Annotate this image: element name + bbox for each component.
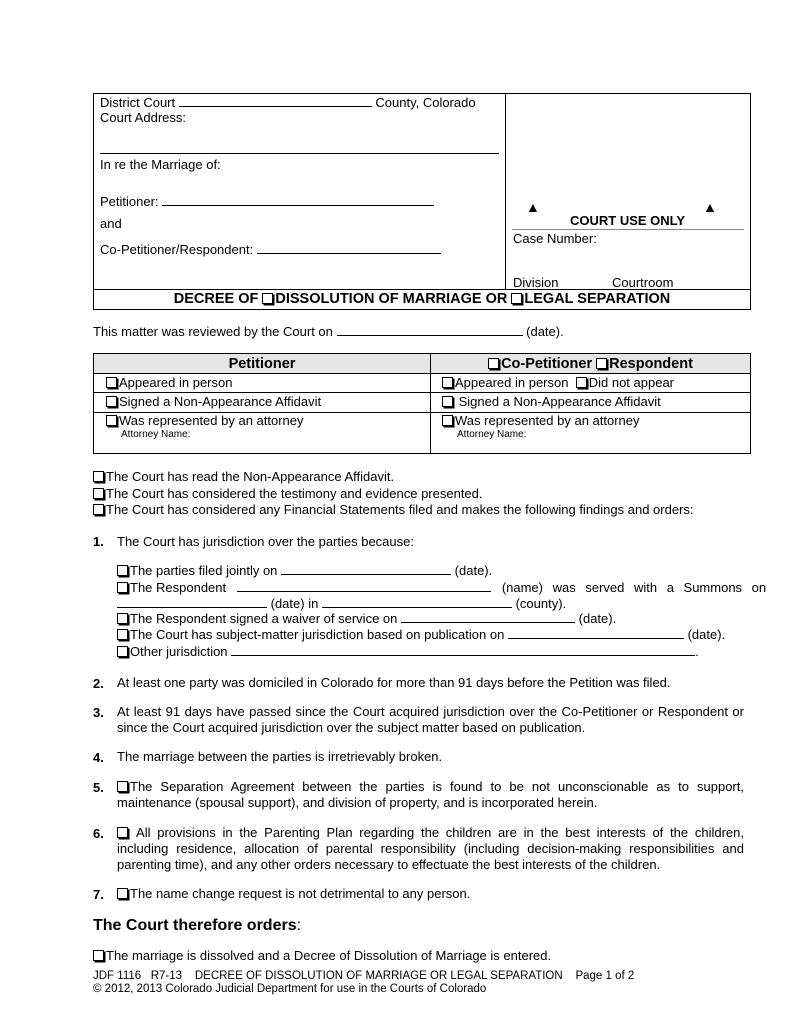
finding-testimony-checkbox[interactable] xyxy=(93,488,104,499)
petitioner-appeared-item[interactable] xyxy=(106,375,232,390)
finding-affidavit-checkbox[interactable] xyxy=(93,471,104,482)
item-2-number: 2. xyxy=(93,676,104,691)
respondent-appeared-label: Appeared in person xyxy=(455,375,569,390)
respondent-served-text: (name) was served with a Summons on xyxy=(501,580,767,595)
petitioner-affidavit-item[interactable] xyxy=(106,394,321,409)
petitioner-header: Petitioner xyxy=(94,354,430,374)
waiver-checkbox[interactable] xyxy=(117,613,128,624)
petitioner-affidavit-checkbox[interactable] xyxy=(106,396,117,407)
name-change-checkbox[interactable] xyxy=(117,888,128,899)
item-6-block[interactable] xyxy=(117,825,744,873)
respondent-did-not-appear-checkbox[interactable] xyxy=(576,377,587,388)
publication-label: The Court has subject-matter jurisdiction based on publication on xyxy=(130,627,505,642)
respondent-represented-item[interactable] xyxy=(442,413,640,440)
served-county-label: (county). xyxy=(515,596,567,611)
triangle-up-icon: ▲ xyxy=(703,199,717,215)
respondent-header xyxy=(431,354,750,374)
item-5-text: The Separation Agreement between the parties is found to be not unconscionable as to support, maintenance (spousal support), and division of property, and is incorporated herein. xyxy=(117,779,744,810)
marriage-dissolved-checkbox[interactable] xyxy=(93,950,104,961)
finding-affidavit-item[interactable] xyxy=(93,469,394,484)
petitioner-affidavit-label: Signed a Non-Appearance Affidavit xyxy=(119,394,322,409)
publication-item[interactable] xyxy=(117,627,725,642)
in-re-label: In re the Marriage of: xyxy=(100,157,221,172)
served-date-field[interactable] xyxy=(117,596,267,608)
caption-left-panel xyxy=(94,94,506,289)
item-6-text: All provisions in the Parenting Plan regarding the children are in the best interests of the children, including residence, allocation of parental responsibility (including decision-making responsibilities and parenting time), and any other orders necessary to effectuate the best interests of the children. xyxy=(117,825,744,872)
respondent-affidavit-checkbox[interactable] xyxy=(442,396,453,407)
separation-agreement-checkbox[interactable] xyxy=(117,781,128,792)
finding-financial-label: The Court has considered any Financial Statements filed and makes the following findings and orders: xyxy=(106,502,694,517)
petitioner-label: Petitioner: xyxy=(100,194,159,209)
petitioner-appeared-checkbox[interactable] xyxy=(106,377,117,388)
respondent-served-checkbox[interactable] xyxy=(117,582,128,593)
other-jurisdiction-field[interactable] xyxy=(231,644,695,656)
other-jurisdiction-period: . xyxy=(695,644,699,659)
table-row xyxy=(94,393,750,413)
co-petitioner-header-label: Co-Petitioner xyxy=(501,356,593,372)
other-jurisdiction-label: Other jurisdiction xyxy=(130,644,228,659)
respondent-served-label: The Respondent xyxy=(130,580,227,595)
item-4-text: The marriage between the parties is irretrievably broken. xyxy=(117,749,443,764)
legal-separation-checkbox[interactable] xyxy=(511,293,522,304)
county-field[interactable] xyxy=(179,95,372,107)
respondent-attorney-name-label: Attorney Name: xyxy=(457,429,527,440)
respondent-represented-label: Was represented by an attorney xyxy=(455,413,640,428)
orders-heading-text: The Court therefore orders xyxy=(93,917,297,934)
served-county-field[interactable] xyxy=(322,596,512,608)
title-option-dissolution: DISSOLUTION OF MARRIAGE OR xyxy=(275,291,508,307)
court-use-divider xyxy=(512,229,744,230)
finding-financial-item[interactable] xyxy=(93,502,694,517)
item-5-block[interactable] xyxy=(117,779,744,811)
finding-financial-checkbox[interactable] xyxy=(93,504,104,515)
petitioner-attorney-name-label: Attorney Name: xyxy=(121,429,191,440)
co-petitioner-label: Co-Petitioner/Respondent: xyxy=(100,242,254,257)
respondent-did-not-appear-label: Did not appear xyxy=(588,375,674,390)
finding-affidavit-label: The Court has read the Non-Appearance Affidavit. xyxy=(106,469,395,484)
filed-jointly-label: The parties filed jointly on xyxy=(130,563,278,578)
review-text: This matter was reviewed by the Court on xyxy=(93,324,333,339)
respondent-appeared-item[interactable] xyxy=(442,375,674,390)
waiver-date-suffix: (date). xyxy=(578,611,617,626)
footer-form-id: JDF 1116 R7-13 DECREE OF DISSOLUTION OF MARRIAGE OR LEGAL SEPARATION Page 1 of 2 xyxy=(93,970,635,982)
table-row xyxy=(94,374,750,393)
co-petitioner-checkbox[interactable] xyxy=(488,358,499,369)
dissolution-checkbox[interactable] xyxy=(262,293,273,304)
review-line xyxy=(93,324,564,339)
filed-jointly-item[interactable] xyxy=(117,563,492,578)
co-petitioner-field[interactable] xyxy=(257,242,441,254)
orders-heading xyxy=(93,917,301,935)
review-suffix: (date). xyxy=(526,324,564,339)
parties-table xyxy=(93,353,751,454)
document-title xyxy=(93,289,751,310)
respondent-served-item[interactable] xyxy=(117,580,767,595)
waiver-date-field[interactable] xyxy=(401,611,575,623)
item-2-text: At least one party was domiciled in Colorado for more than 91 days before the Petition was filed. xyxy=(117,675,671,690)
item-3-number: 3. xyxy=(93,705,104,720)
item-7-text: The name change request is not detrimental to any person. xyxy=(130,886,471,901)
district-court-label: District Court xyxy=(100,95,176,110)
court-address-field[interactable] xyxy=(100,153,499,154)
petitioner-represented-checkbox[interactable] xyxy=(106,415,117,426)
petitioner-field[interactable] xyxy=(162,194,434,206)
title-option-separation: LEGAL SEPARATION xyxy=(524,291,671,307)
respondent-represented-checkbox[interactable] xyxy=(442,415,453,426)
item-7-number: 7. xyxy=(93,887,104,902)
marriage-dissolved-label: The marriage is dissolved and a Decree of Dissolution of Marriage is entered. xyxy=(106,948,552,963)
waiver-label: The Respondent signed a waiver of service on xyxy=(130,611,398,626)
finding-testimony-item[interactable] xyxy=(93,486,483,501)
other-jurisdiction-item[interactable] xyxy=(117,644,699,659)
petitioner-line xyxy=(100,194,434,209)
orders-heading-colon: : xyxy=(296,917,302,934)
item-7-block[interactable] xyxy=(117,886,744,902)
publication-date-suffix: (date). xyxy=(687,627,726,642)
court-address-label: Court Address: xyxy=(100,110,186,125)
respondent-header-label: Respondent xyxy=(609,356,693,372)
court-use-only-label: COURT USE ONLY xyxy=(570,213,686,228)
respondent-affidavit-label: Signed a Non-Appearance Affidavit xyxy=(458,394,661,409)
case-caption xyxy=(93,93,751,290)
respondent-affidavit-item[interactable] xyxy=(442,394,661,409)
case-number-label: Case Number: xyxy=(513,231,597,246)
county-label: County, Colorado xyxy=(375,95,476,110)
item-4-number: 4. xyxy=(93,750,104,765)
filed-jointly-date-suffix: (date). xyxy=(454,563,493,578)
respondent-name-field[interactable] xyxy=(237,580,491,592)
publication-date-field[interactable] xyxy=(508,627,684,639)
filed-jointly-checkbox[interactable] xyxy=(117,565,128,576)
and-label: and xyxy=(100,216,122,231)
table-column-divider xyxy=(430,354,431,453)
respondent-appeared-checkbox[interactable] xyxy=(442,377,453,388)
served-date-line xyxy=(117,596,566,611)
respondent-checkbox[interactable] xyxy=(596,358,607,369)
petitioner-represented-label: Was represented by an attorney xyxy=(119,413,304,428)
item-1-number: 1. xyxy=(93,534,104,549)
co-petitioner-line xyxy=(100,242,441,257)
review-date-field[interactable] xyxy=(337,324,523,336)
division-label: Division xyxy=(513,275,559,290)
petitioner-appeared-label: Appeared in person xyxy=(119,375,233,390)
item-5-number: 5. xyxy=(93,780,104,795)
publication-checkbox[interactable] xyxy=(117,629,128,640)
marriage-dissolved-item[interactable] xyxy=(93,948,551,963)
footer-copyright: © 2012, 2013 Colorado Judicial Department for use in the Courts of Colorado xyxy=(93,983,487,995)
served-date-in-label: (date) in xyxy=(270,596,319,611)
item-1-text: The Court has jurisdiction over the parties because: xyxy=(117,534,414,549)
other-jurisdiction-checkbox[interactable] xyxy=(117,646,128,657)
district-court-line xyxy=(100,95,476,110)
triangle-up-icon: ▲ xyxy=(526,199,540,215)
petitioner-represented-item[interactable] xyxy=(106,413,304,440)
item-6-number: 6. xyxy=(93,826,104,841)
waiver-item[interactable] xyxy=(117,611,616,626)
item-3-text: At least 91 days have passed since the Court acquired jurisdiction over the Co-Petitioner or Respondent or since the Court acquired jurisdiction over the subject matter based on publication. xyxy=(117,704,744,735)
finding-testimony-label: The Court has considered the testimony and evidence presented. xyxy=(106,486,483,501)
parenting-plan-checkbox[interactable] xyxy=(117,827,128,838)
filed-jointly-date-field[interactable] xyxy=(281,563,451,575)
title-prefix: DECREE OF xyxy=(173,291,259,307)
courtroom-label: Courtroom xyxy=(612,275,674,290)
